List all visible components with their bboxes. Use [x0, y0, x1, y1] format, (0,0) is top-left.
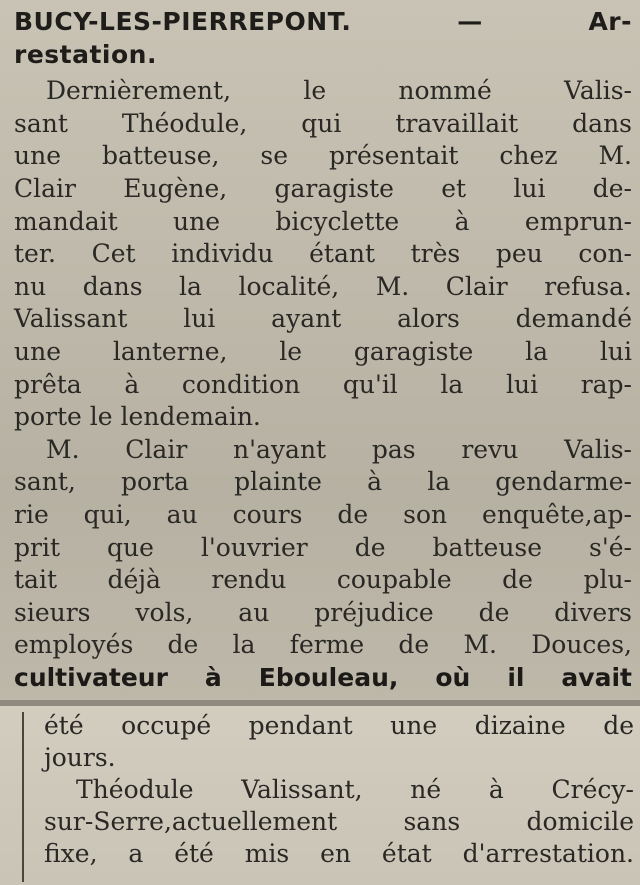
- text-line: sant, porta plainte à la gendarme-: [14, 467, 632, 497]
- article-body-top: [14, 75, 632, 694]
- text-line: sieurs vols, au préjudice de divers: [14, 597, 632, 627]
- text-line: cultivateur à Ebouleau, où il avait: [14, 662, 632, 692]
- text-line: une lanterne, le garagiste la lui: [14, 336, 632, 366]
- text-line: sant Théodule, qui travaillait dans: [14, 108, 632, 138]
- text-line: porte le lendemain.: [14, 402, 261, 432]
- text-line: Clair Eugène, garagiste et lui de-: [14, 173, 632, 203]
- text-line: mandait une bicyclette à emprun-: [14, 206, 632, 236]
- text-line: sur-Serre,actuellement sans domicile: [44, 807, 634, 836]
- text-line: employés de la ferme de M. Douces,: [14, 630, 632, 660]
- text-line: été occupé pendant une dizaine de: [44, 711, 634, 740]
- headline-line: BUCY-LES-PIERREPONT. — Ar-: [14, 7, 632, 36]
- text-line: ter. Cet individu étant très peu con-: [14, 239, 632, 269]
- text-line: prit que l'ouvrier de batteuse s'é-: [14, 532, 632, 562]
- column-rule: [22, 712, 24, 882]
- text-line: jours.: [44, 743, 116, 772]
- text-line: Valissant lui ayant alors demandé: [14, 304, 632, 334]
- text-line: tait déjà rendu coupable de plu-: [14, 565, 632, 595]
- clipping-bottom: [0, 706, 640, 885]
- text-line: prêta à condition qu'il la lui rap-: [14, 369, 632, 399]
- headline: [14, 6, 632, 71]
- text-line: Théodule Valissant, né à Crécy-: [76, 775, 634, 804]
- text-line: Dernièrement, le nommé Valis-: [46, 76, 632, 106]
- text-line: fixe, a été mis en état d'arrestation.: [44, 839, 634, 868]
- text-line: une batteuse, se présentait chez M.: [14, 141, 632, 171]
- text-line: M. Clair n'ayant pas revu Valis-: [46, 434, 632, 464]
- text-line: nu dans la localité, M. Clair refusa.: [14, 271, 632, 301]
- headline-line: restation.: [14, 39, 157, 69]
- article-body-bottom: [44, 710, 634, 870]
- text-line: rie qui, au cours de son enquête,ap-: [14, 499, 632, 529]
